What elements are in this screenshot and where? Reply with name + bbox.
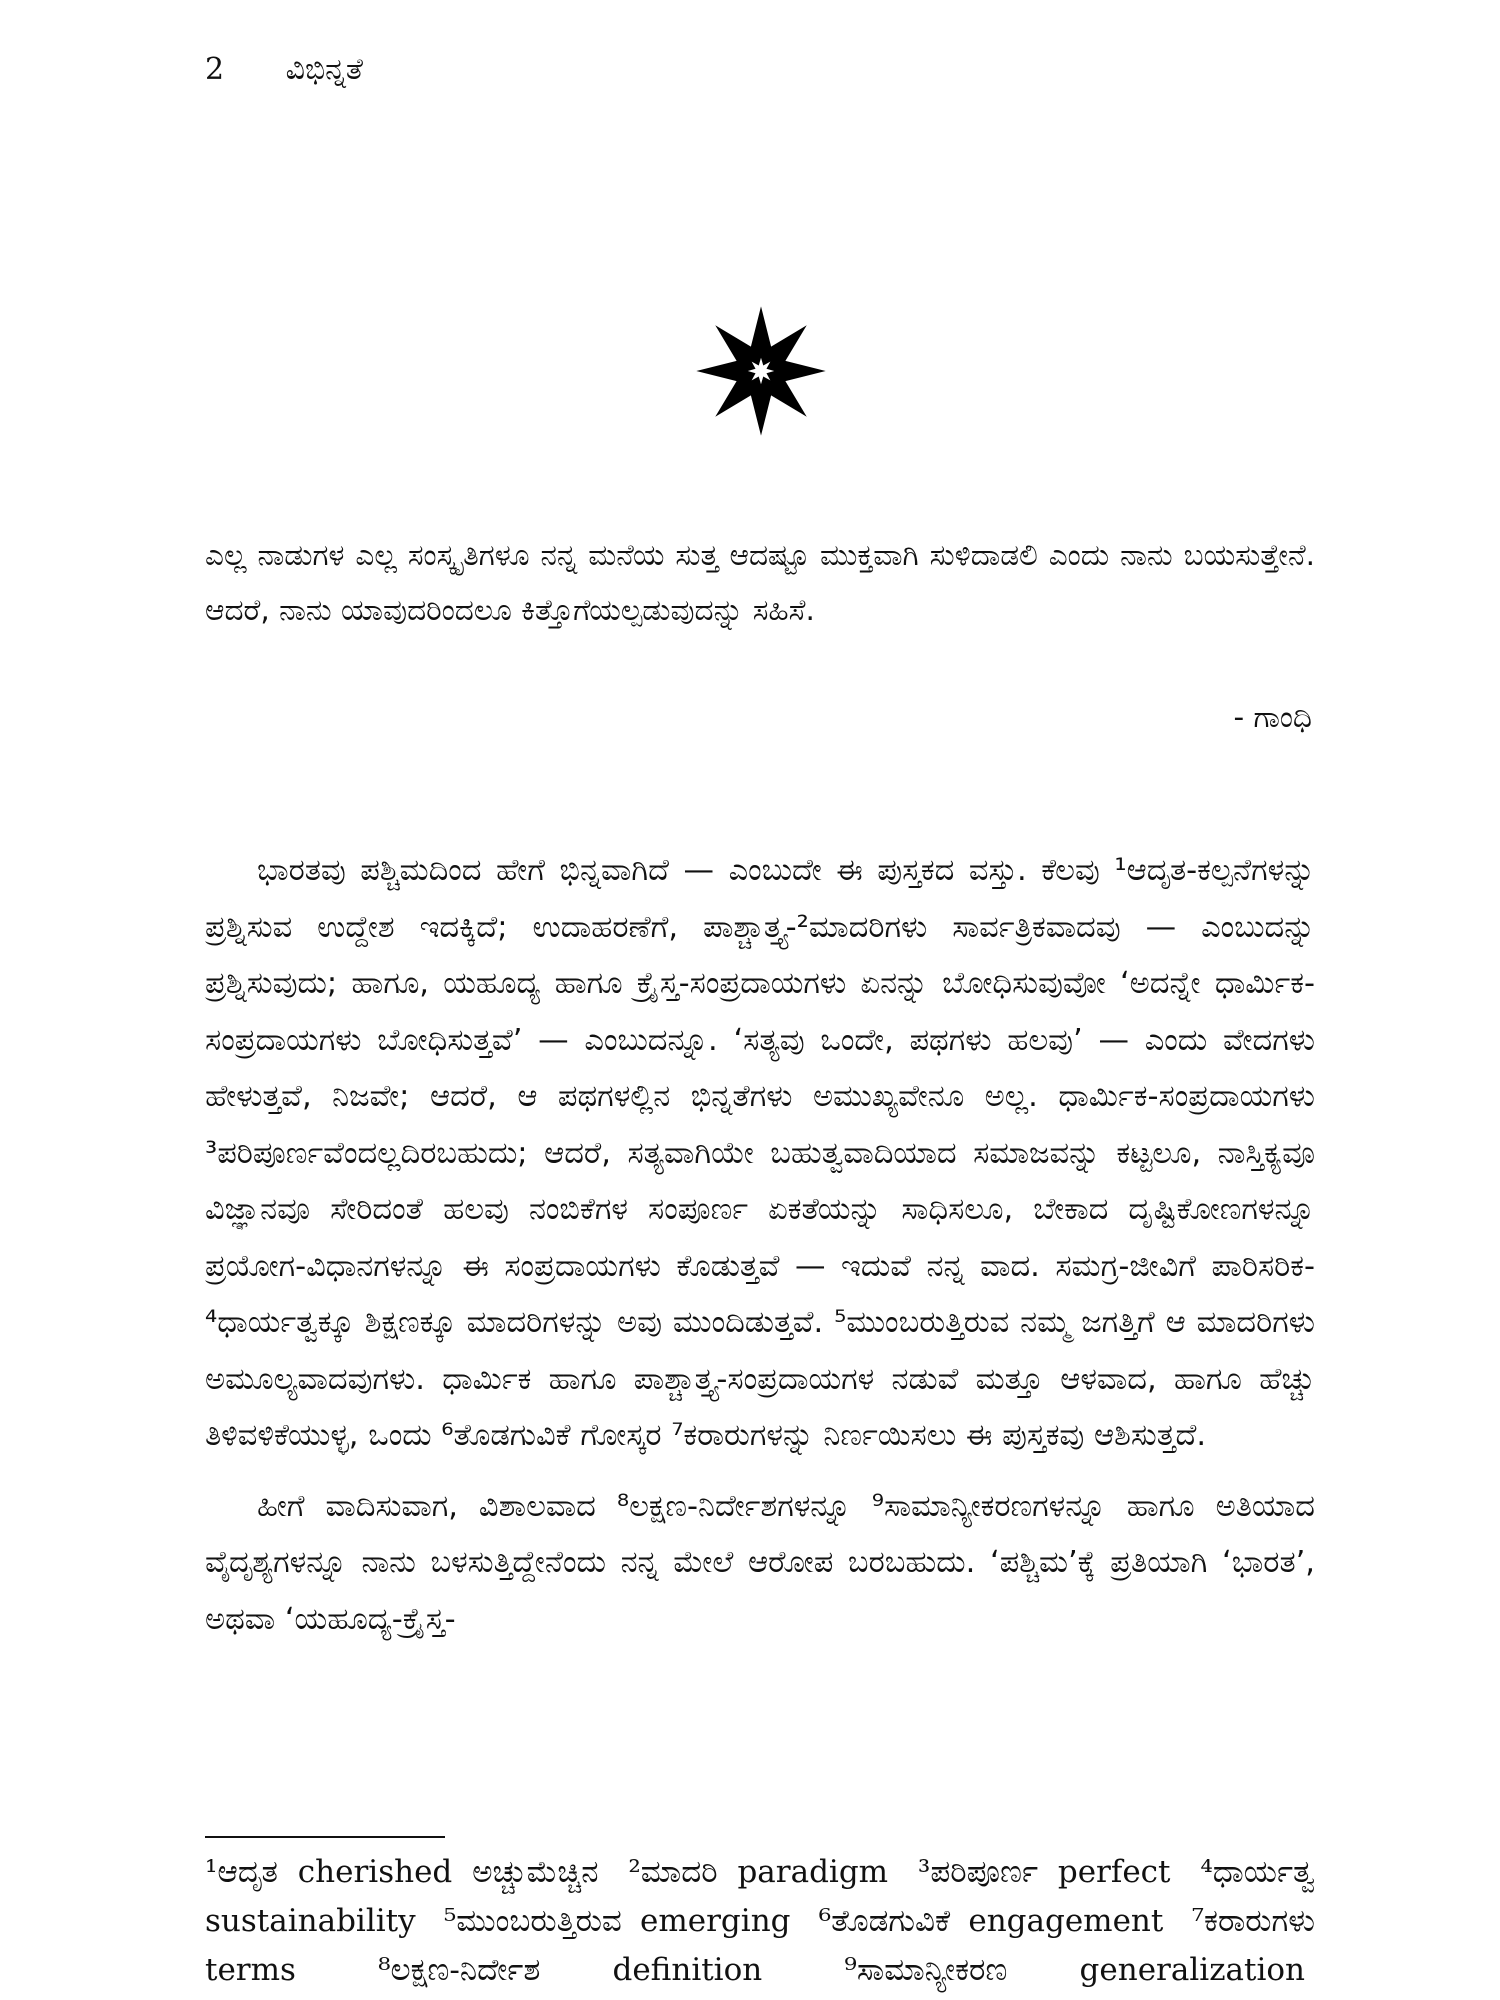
footnote-9: ⁹ಸಾಮಾನ್ಯೀಕರಣ generalization (844, 1952, 1306, 1988)
footnote-5: ⁵ಮುಂಬರುತ್ತಿರುವ emerging (443, 1903, 791, 1939)
running-title: ವಿಭಿನ್ನತೆ (285, 52, 363, 87)
footnote-divider (205, 1836, 445, 1838)
paragraph-1: ಭಾರತವು ಪಶ್ಚಿಮದಿಂದ ಹೇಗೆ ಭಿನ್ನವಾಗಿದೆ — ಎಂಬುದೇ ಈ ಪುಸ್ತಕದ ವಸ್ತು. ಕೆಲವು ¹ಆದೃತ-ಕಲ್ಪನೆಗಳನ್ನು ಪ್ರಶ್ನಿಸುವ ಉದ್ದೇಶ ಇದಕ್ಕಿದೆ; ಉದಾಹರಣೆಗೆ, ಪಾಶ್ಚಾತ್ತ್ಯ-²ಮಾದರಿಗಳು ಸಾರ್ವತ್ರಿಕವಾದವು — ಎಂಬುದನ್ನು ಪ್ರಶ್ನಿಸುವುದು; ಹಾಗೂ, ಯಹೂದ್ಯ ಹಾಗೂ ಕ್ರೈಸ್ತ-ಸಂಪ್ರದಾಯಗಳು ಏನನ್ನು ಬೋಧಿಸುವುವೋ ‘ಅದನ್ನೇ ಧಾರ್ಮಿಕ-ಸಂಪ್ರದಾಯಗಳು ಬೋಧಿಸುತ್ತವೆ’ — ಎಂಬುದನ್ನೂ. ‘ಸತ್ಯವು ಒಂದೇ, ಪಥಗಳು ಹಲವು’ — ಎಂದು ವೇದಗಳು ಹೇಳುತ್ತವೆ, ನಿಜವೇ; ಆದರೆ, ಆ ಪಥಗಳಲ್ಲಿನ ಭಿನ್ನತೆಗಳು ಅಮುಖ್ಯವೇನೂ ಅಲ್ಲ. ಧಾರ್ಮಿಕ-ಸಂಪ್ರದಾಯಗಳು ³ಪರಿಪೂರ್ಣವೆಂದಲ್ಲದಿರಬಹುದು; ಆದರೆ, ಸತ್ಯವಾಗಿಯೇ ಬಹುತ್ವವಾದಿಯಾದ ಸಮಾಜವನ್ನು ಕಟ್ಟಲೂ, ನಾಸ್ತಿಕ್ಯವೂ ವಿಜ್ಞಾನವೂ ಸೇರಿದಂತೆ ಹಲವು ನಂಬಿಕೆಗಳ ಸಂಪೂರ್ಣ ಏಕತೆಯನ್ನು ಸಾಧಿಸಲೂ, ಬೇಕಾದ ದೃಷ್ಟಿಕೋಣಗಳನ್ನೂ ಪ್ರಯೋಗ-ವಿಧಾನಗಳನ್ನೂ ಈ ಸಂಪ್ರದಾಯಗಳು ಕೊಡುತ್ತವೆ — ಇದುವೆ ನನ್ನ ವಾದ. ಸಮಗ್ರ-ಜೀವಿಗೆ ಪಾರಿಸರಿಕ-⁴ಧಾರ್ಯತ್ವಕ್ಕೂ ಶಿಕ್ಷಣಕ್ಕೂ ಮಾದರಿಗಳನ್ನು ಅವು ಮುಂದಿಡುತ್ತವೆ. ⁵ಮುಂಬರುತ್ತಿರುವ ನಮ್ಮ ಜಗತ್ತಿಗೆ ಆ ಮಾದರಿಗಳು ಅಮೂಲ್ಯವಾದವುಗಳು. ಧಾರ್ಮಿಕ ಹಾಗೂ ಪಾಶ್ಚಾತ್ತ್ಯ-ಸಂಪ್ರದಾಯಗಳ ನಡುವೆ ಮತ್ತೂ ಆಳವಾದ, ಹಾಗೂ ಹೆಚ್ಚು ತಿಳಿವಳಿಕೆಯುಳ್ಳ, ಒಂದು ⁶ತೊಡಗುವಿಕೆ ಗೋಸ್ಕರ ⁷ಕರಾರುಗಳನ್ನು ನಿರ್ಣಯಿಸಲು ಈ ಪುಸ್ತಕವು ಆಶಿಸುತ್ತದೆ. (205, 853, 1315, 1453)
footnotes (205, 1848, 1315, 1995)
footnote-6: ⁶ತೊಡಗುವಿಕೆ engagement (818, 1903, 1164, 1939)
paragraph-2: ಹೀಗೆ ವಾದಿಸುವಾಗ, ವಿಶಾಲವಾದ ⁸ಲಕ್ಷಣ-ನಿರ್ದೇಶಗಳನ್ನೂ ⁹ಸಾಮಾನ್ಯೀಕರಣಗಳನ್ನೂ ಹಾಗೂ ಅತಿಯಾದ ವೈದೃಶ್ಯಗಳನ್ನೂ ನಾನು ಬಳಸುತ್ತಿದ್ದೇನೆಂದು ನನ್ನ ಮೇಲೆ ಆರೋಪ ಬರಬಹುದು. ‘ಪಶ್ಚಿಮ’ಕ್ಕೆ ಪ್ರತಿಯಾಗಿ ‘ಭಾರತ’, ಅಥವಾ ‘ಯಹೂದ್ಯ-ಕ್ರೈಸ್ತ- (205, 1488, 1315, 1637)
footnote-2: ²ಮಾದರಿ paradigm (628, 1854, 889, 1890)
running-header (205, 52, 363, 87)
footnote-8: ⁸ಲಕ್ಷಣ-ನಿರ್ದೇಶ definition (378, 1952, 763, 1988)
footnote-7: ⁷ಕರಾರುಗಳು terms (205, 1903, 1316, 1988)
eight-point-star-icon (695, 305, 827, 437)
footnote-1: ¹ಆದೃತ cherished ಅಚ್ಚುಮೆಚ್ಚಿನ (205, 1854, 599, 1890)
body-text (205, 843, 1315, 1648)
epigraph (205, 528, 1315, 638)
epigraph-attribution: - ಗಾಂಧಿ (1233, 700, 1312, 734)
epigraph-text: ಎಲ್ಲ ನಾಡುಗಳ ಎಲ್ಲ ಸಂಸ್ಕೃತಿಗಳೂ ನನ್ನ ಮನೆಯ ಸುತ್ತ ಆದಷ್ಟೂ ಮುಕ್ತವಾಗಿ ಸುಳಿದಾಡಲಿ ಎಂದು ನಾನು ಬಯಸುತ್ತೇನೆ. ಆದರೆ, ನಾನು ಯಾವುದರಿಂದಲೂ ಕಿತ್ತೊಗೆಯಲ್ಪಡುವುದನ್ನು ಸಹಿಸೆ. (205, 538, 1315, 627)
footnote-3: ³ಪರಿಪೂರ್ಣ perfect (917, 1854, 1171, 1890)
page-number: 2 (205, 52, 225, 87)
footnote-4: ⁴ಧಾರ್ಯತ್ವ sustainability (205, 1854, 1315, 1939)
